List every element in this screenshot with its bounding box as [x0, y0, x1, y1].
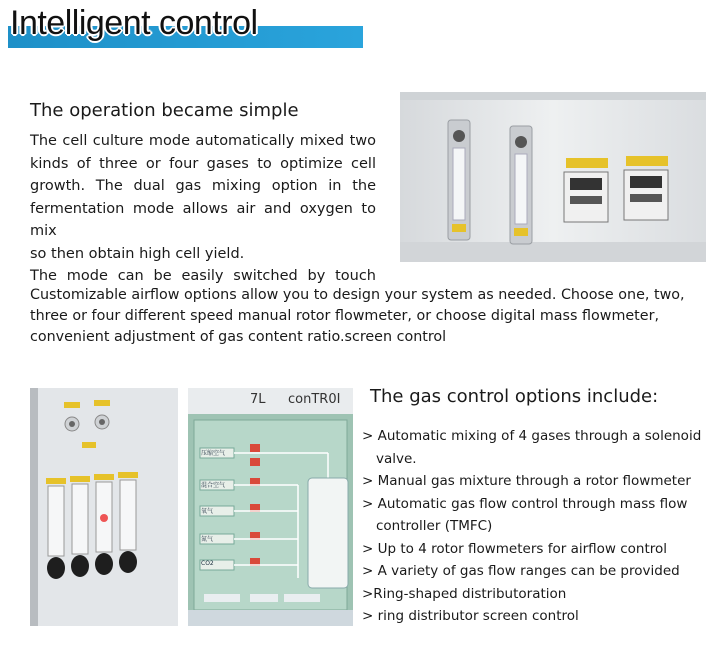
flowmeters-photo — [30, 388, 178, 626]
list-item: > Manual gas mixture through a rotor flowmeter — [362, 473, 691, 489]
screen-title: conTR0I — [288, 392, 341, 407]
intro-paragraph — [30, 130, 376, 288]
list-item: controller (TMFC) — [376, 518, 493, 534]
banner-title: Intelligent control — [10, 4, 258, 42]
intro-line: fermentation mode allows air and oxygen to mix — [30, 200, 376, 239]
intro-line: so then obtain high cell yield. — [30, 245, 245, 262]
banner — [0, 0, 706, 60]
list-item: > A variety of gas flow ranges can be provided — [362, 563, 680, 579]
customizable-line: convenient adjustment of gas content ratio.screen control — [30, 329, 447, 345]
screen-label-n2: 氮气 — [201, 536, 214, 543]
customizable-line: Customizable airflow options allow you to design your system as needed. Choose one, two, — [30, 287, 685, 303]
intro-line: kinds of three or four gases to optimize cell — [30, 155, 376, 172]
list-item: > Automatic gas flow control through mass flow — [362, 495, 688, 512]
customizable-line: three or four different speed manual rotor flowmeter, or choose digital mass flowmeter, — [30, 308, 659, 324]
list-item: > Up to 4 rotor flowmeters for airflow control — [362, 540, 668, 557]
screen-label-air: 压缩空气 — [201, 450, 226, 457]
section-heading-gas-options: The gas control options include: — [370, 386, 659, 407]
screen-volume: 7L — [250, 392, 266, 407]
cabinet-photo — [400, 92, 706, 262]
intro-line: The mode can be easily switched by touch — [30, 268, 376, 284]
section-heading-operation: The operation became simple — [30, 100, 299, 121]
list-item: > ring distributor screen control — [362, 608, 579, 624]
intro-line: The cell culture mode automatically mixed two — [30, 133, 376, 149]
list-item: >Ring-shaped distributoration — [362, 585, 567, 602]
screen-label-co2: CO2 — [201, 560, 214, 567]
screen-label-o2: 氧气 — [201, 508, 214, 515]
list-item: valve. — [376, 450, 417, 467]
customizable-paragraph — [30, 285, 690, 348]
intro-line: growth. The dual gas mixing option in the — [30, 178, 376, 194]
gas-options-list — [362, 425, 702, 628]
touchscreen-photo — [188, 388, 353, 626]
screen-label-mix: 混合空气 — [201, 482, 226, 489]
list-item: > Automatic mixing of 4 gases through a solenoid — [362, 428, 702, 444]
